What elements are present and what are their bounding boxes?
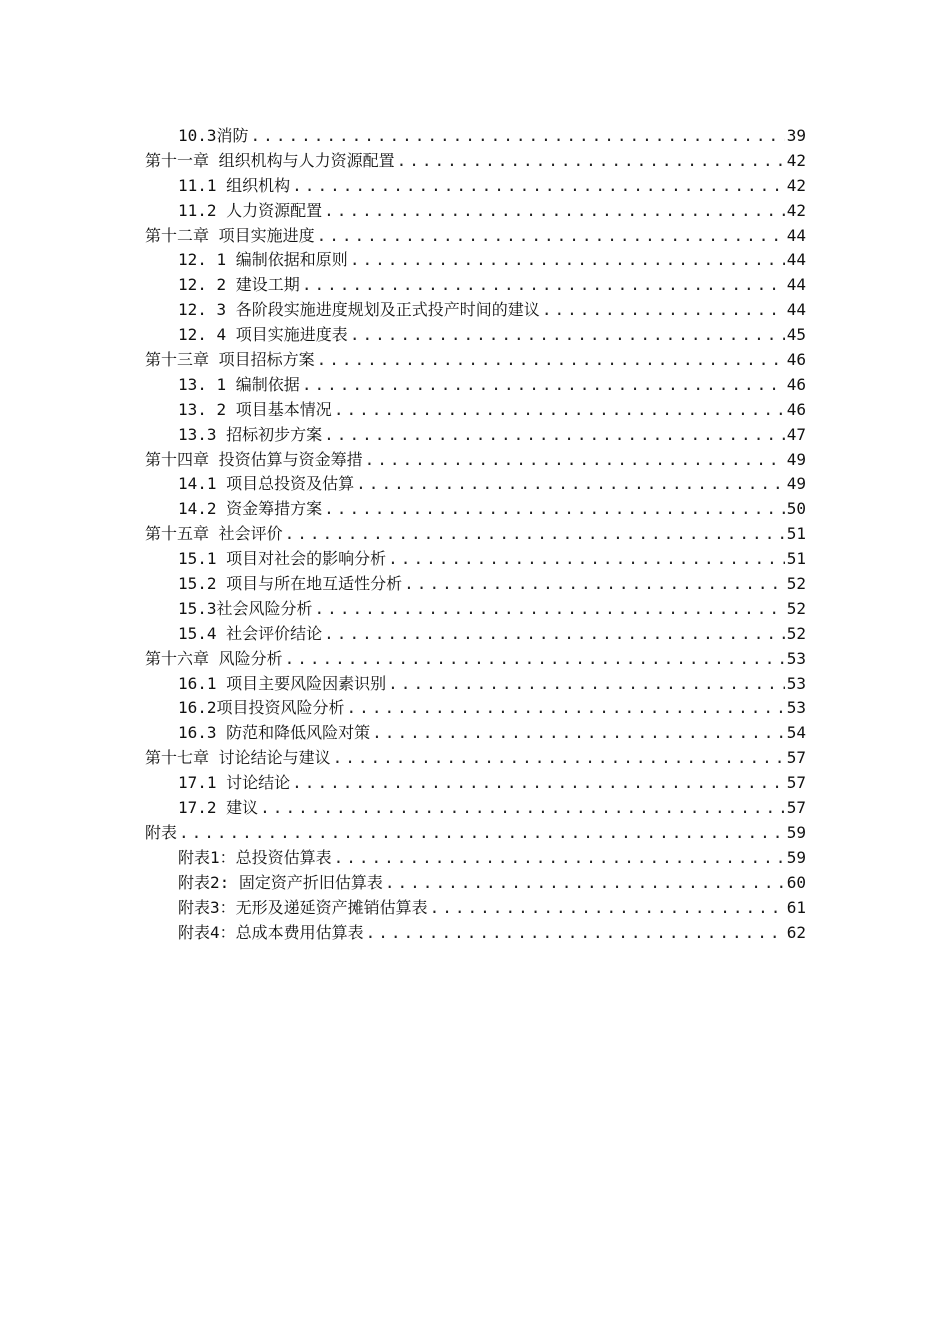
toc-entry-page-number: 42 (786, 200, 806, 220)
dot-leader (542, 298, 785, 323)
dot-leader (302, 373, 785, 398)
toc-entry-title: 14.2 资金筹措方案 (178, 499, 323, 519)
toc-entry-title: 附表4：总成本费用估算表 (178, 922, 364, 942)
toc-section-entry[interactable] (145, 896, 806, 921)
toc-entry-page-number: 61 (786, 897, 806, 917)
toc-entry-title: 12. 4 项目实施进度表 (178, 325, 348, 345)
toc-entry-title: 16.1 项目主要风险因素识别 (178, 673, 387, 693)
dot-leader (430, 896, 785, 921)
toc-entry-page-number: 46 (786, 350, 806, 370)
dot-leader (366, 921, 785, 946)
toc-entry-page-number: 54 (786, 723, 806, 743)
toc-section-entry[interactable] (145, 298, 806, 323)
toc-entry-title: 13.3 招标初步方案 (178, 424, 323, 444)
dot-leader (334, 398, 785, 423)
toc-section-entry[interactable] (145, 572, 806, 597)
toc-entry-page-number: 49 (786, 449, 806, 469)
dot-leader (292, 771, 785, 796)
toc-entry-title: 第十四章 投资估算与资金筹措 (145, 449, 363, 469)
dot-leader (347, 696, 785, 721)
toc-section-entry[interactable] (145, 796, 806, 821)
dot-leader (251, 124, 785, 149)
toc-entry-page-number: 53 (786, 698, 806, 718)
toc-entry-title: 15.1 项目对社会的影响分析 (178, 549, 387, 569)
toc-entry-title: 17.2 建议 (178, 798, 259, 818)
toc-entry-title: 附表3：无形及递延资产摊销估算表 (178, 897, 428, 917)
toc-entry-page-number: 42 (786, 175, 806, 195)
dot-leader (317, 348, 785, 373)
dot-leader (302, 273, 785, 298)
toc-section-entry[interactable] (145, 921, 806, 946)
dot-leader (350, 323, 785, 348)
table-of-contents (145, 124, 806, 945)
dot-leader (292, 174, 785, 199)
toc-entry-page-number: 59 (786, 847, 806, 867)
toc-entry-page-number: 57 (786, 798, 806, 818)
toc-entry-page-number: 57 (786, 748, 806, 768)
toc-section-entry[interactable] (145, 423, 806, 448)
toc-section-entry[interactable] (145, 771, 806, 796)
toc-section-entry[interactable] (145, 472, 806, 497)
dot-leader (385, 871, 785, 896)
toc-section-entry[interactable] (145, 398, 806, 423)
toc-section-entry[interactable] (145, 846, 806, 871)
toc-section-entry[interactable] (145, 871, 806, 896)
dot-leader (285, 647, 785, 672)
dot-leader (397, 149, 785, 174)
toc-section-entry[interactable] (145, 721, 806, 746)
toc-chapter-entry[interactable] (145, 522, 806, 547)
toc-entry-title: 12. 3 各阶段实施进度规划及正式投产时间的建议 (178, 300, 540, 320)
toc-entry-title: 15.4 社会评价结论 (178, 623, 323, 643)
toc-entry-page-number: 52 (786, 623, 806, 643)
dot-leader (356, 472, 785, 497)
dot-leader (388, 547, 785, 572)
toc-entry-title: 12. 1 编制依据和原则 (178, 250, 348, 270)
toc-section-entry[interactable] (145, 597, 806, 622)
toc-entry-page-number: 52 (786, 574, 806, 594)
toc-section-entry[interactable] (145, 199, 806, 224)
dot-leader (315, 597, 785, 622)
toc-entry-title: 第十一章 组织机构与人力资源配置 (145, 150, 395, 170)
toc-entry-title: 11.2 人力资源配置 (178, 200, 323, 220)
toc-section-entry[interactable] (145, 273, 806, 298)
toc-entry-title: 15.2 项目与所在地互适性分析 (178, 574, 403, 594)
toc-section-entry[interactable] (145, 547, 806, 572)
toc-chapter-entry[interactable] (145, 224, 806, 249)
toc-entry-page-number: 42 (786, 150, 806, 170)
toc-entry-page-number: 44 (786, 250, 806, 270)
dot-leader (317, 224, 785, 249)
toc-section-entry[interactable] (145, 248, 806, 273)
toc-entry-page-number: 46 (786, 374, 806, 394)
toc-entry-title: 15.3社会风险分析 (178, 598, 313, 618)
dot-leader (324, 622, 785, 647)
toc-entry-title: 16.2项目投资风险分析 (178, 698, 345, 718)
toc-entry-page-number: 51 (786, 524, 806, 544)
toc-entry-title: 第十六章 风险分析 (145, 648, 283, 668)
dot-leader (324, 423, 785, 448)
toc-entry-title: 17.1 讨论结论 (178, 773, 291, 793)
dot-leader (285, 522, 785, 547)
dot-leader (334, 846, 785, 871)
toc-entry-title: 11.1 组织机构 (178, 175, 291, 195)
toc-section-entry[interactable] (145, 696, 806, 721)
toc-section-entry[interactable] (145, 672, 806, 697)
toc-entry-page-number: 60 (786, 872, 806, 892)
dot-leader (372, 721, 785, 746)
toc-section-entry[interactable] (145, 174, 806, 199)
toc-entry-page-number: 46 (786, 399, 806, 419)
dot-leader (324, 199, 785, 224)
dot-leader (365, 448, 785, 473)
toc-section-entry[interactable] (145, 497, 806, 522)
toc-chapter-entry[interactable] (145, 746, 806, 771)
toc-entry-title: 第十三章 项目招标方案 (145, 350, 315, 370)
toc-section-entry[interactable] (145, 373, 806, 398)
dot-leader (388, 672, 785, 697)
toc-entry-page-number: 57 (786, 773, 806, 793)
toc-section-entry[interactable] (145, 622, 806, 647)
toc-chapter-entry[interactable] (145, 647, 806, 672)
toc-entry-page-number: 53 (786, 673, 806, 693)
toc-entry-title: 附表 (145, 822, 178, 842)
toc-entry-page-number: 47 (786, 424, 806, 444)
toc-section-entry[interactable] (145, 124, 806, 149)
dot-leader (404, 572, 785, 597)
toc-entry-title: 13. 1 编制依据 (178, 374, 300, 394)
toc-entry-page-number: 51 (786, 549, 806, 569)
toc-entry-title: 第十七章 讨论结论与建议 (145, 748, 331, 768)
toc-entry-page-number: 44 (786, 275, 806, 295)
dot-leader (350, 248, 785, 273)
toc-entry-page-number: 44 (786, 300, 806, 320)
toc-entry-page-number: 62 (786, 922, 806, 942)
dot-leader (333, 746, 785, 771)
toc-entry-title: 12. 2 建设工期 (178, 275, 300, 295)
toc-chapter-entry[interactable] (145, 348, 806, 373)
toc-chapter-entry[interactable] (145, 149, 806, 174)
toc-entry-title: 第十五章 社会评价 (145, 524, 283, 544)
toc-entry-title: 14.1 项目总投资及估算 (178, 474, 355, 494)
toc-entry-page-number: 44 (786, 225, 806, 245)
toc-entry-page-number: 39 (786, 126, 806, 145)
toc-chapter-entry[interactable] (145, 821, 806, 846)
toc-entry-page-number: 52 (786, 598, 806, 618)
toc-entry-page-number: 59 (786, 822, 806, 842)
toc-entry-title: 附表2: 固定资产折旧估算表 (178, 872, 383, 892)
toc-chapter-entry[interactable] (145, 448, 806, 473)
toc-entry-page-number: 45 (786, 325, 806, 345)
toc-entry-page-number: 50 (786, 499, 806, 519)
toc-entry-title: 13. 2 项目基本情况 (178, 399, 332, 419)
dot-leader (324, 497, 785, 522)
toc-entry-page-number: 49 (786, 474, 806, 494)
toc-entry-title: 第十二章 项目实施进度 (145, 225, 315, 245)
dot-leader (179, 821, 785, 846)
toc-entry-page-number: 53 (786, 648, 806, 668)
toc-entry-title: 附表1：总投资估算表 (178, 847, 332, 867)
dot-leader (260, 796, 785, 821)
toc-entry-title: 16.3 防范和降低风险对策 (178, 723, 371, 743)
toc-section-entry[interactable] (145, 323, 806, 348)
toc-entry-title: 10.3消防 (178, 126, 249, 145)
